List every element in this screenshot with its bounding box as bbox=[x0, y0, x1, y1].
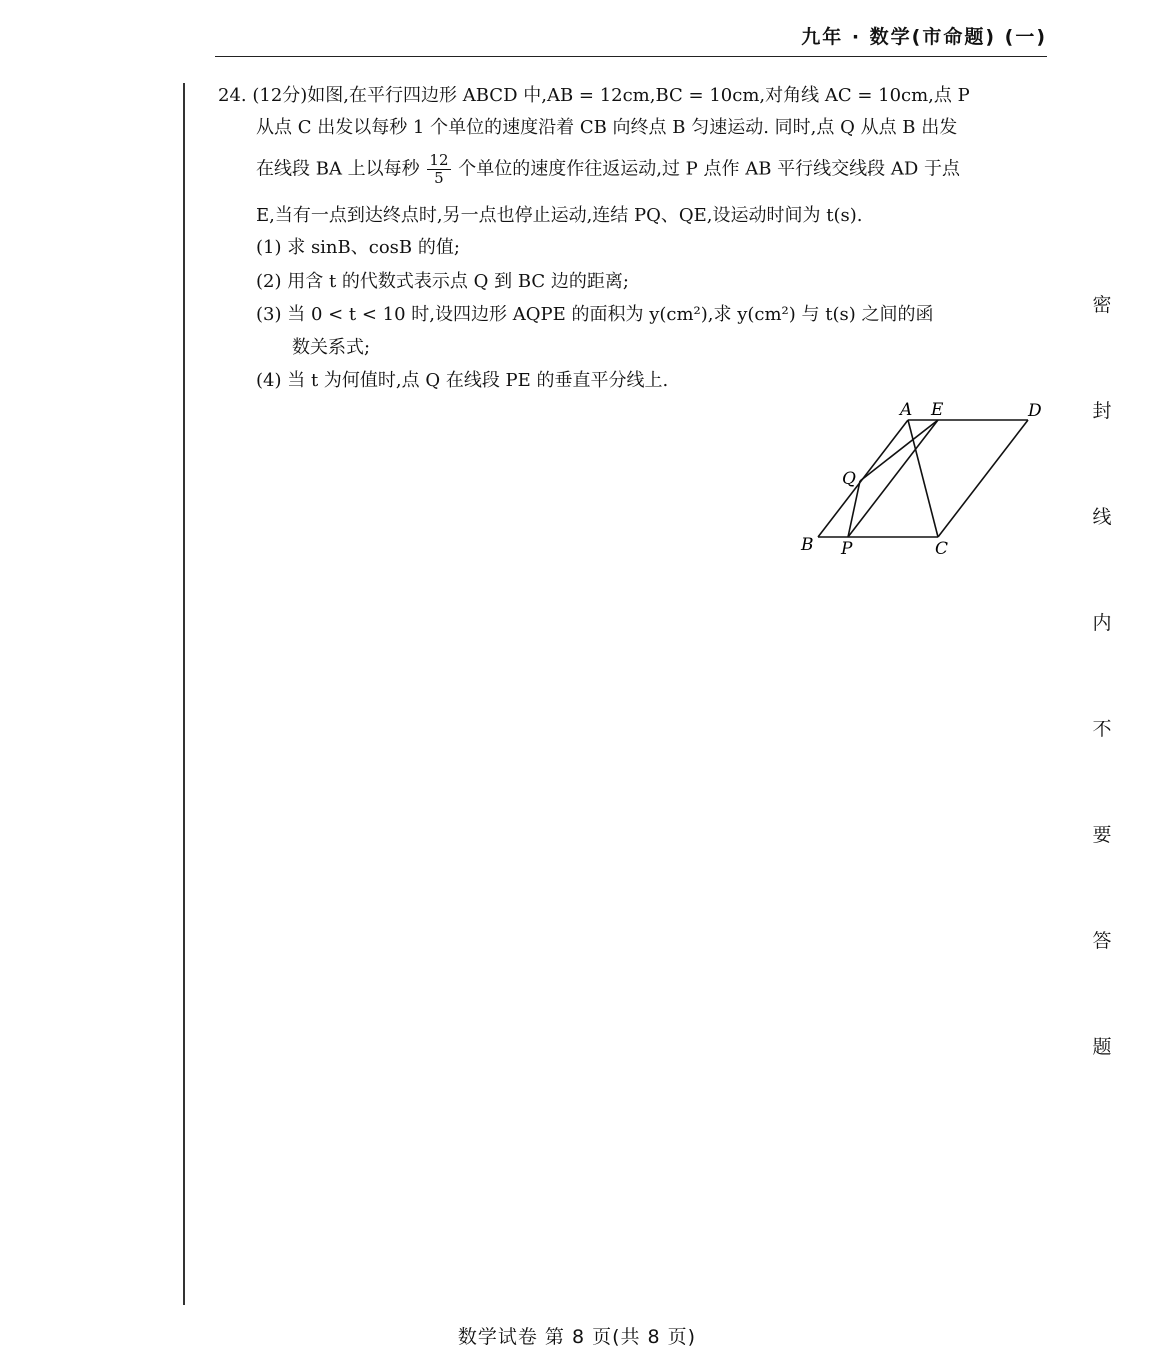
side-char: 内 bbox=[1092, 612, 1112, 634]
side-char: 要 bbox=[1092, 824, 1112, 846]
side-char: 线 bbox=[1092, 506, 1112, 528]
speed-fraction bbox=[427, 152, 450, 187]
side-dc bbox=[938, 420, 1028, 537]
page-header bbox=[215, 20, 1047, 57]
sub-question-1: (1) 求 sinB、cosB 的值; bbox=[256, 237, 460, 258]
side-char: 题 bbox=[1092, 1036, 1112, 1058]
segment-pe bbox=[848, 420, 938, 537]
label-q: Q bbox=[842, 469, 856, 489]
sub-question-2: (2) 用含 t 的代数式表示点 Q 到 BC 边的距离; bbox=[256, 271, 629, 292]
fraction-denominator: 5 bbox=[434, 169, 444, 187]
question-line-1: 24. (12分)如图,在平行四边形 ABCD 中,AB = 12cm,BC = 10cm,对角线 AC = 10cm,点 P bbox=[218, 85, 970, 106]
geometry-diagram bbox=[790, 395, 1052, 565]
fraction-numerator: 12 bbox=[429, 151, 449, 169]
side-char: 不 bbox=[1092, 718, 1112, 740]
question-line-3 bbox=[256, 152, 960, 187]
sub-question-3: (3) 当 0 < t < 10 时,设四边形 AQPE 的面积为 y(cm²),求 y(cm²) 与 t(s) 之间的函 bbox=[256, 304, 934, 325]
header-title: 九年 · 数学(市命题) (一) bbox=[801, 26, 1047, 48]
label-a: A bbox=[900, 400, 913, 420]
sub-question-3-cont: 数关系式; bbox=[292, 337, 371, 358]
label-c: C bbox=[935, 539, 949, 559]
parallelogram-figure bbox=[790, 395, 1052, 565]
page-footer: 数学试卷 第 8 页(共 8 页) bbox=[457, 1326, 697, 1348]
side-char: 密 bbox=[1092, 294, 1112, 316]
label-b: B bbox=[801, 535, 814, 555]
label-e: E bbox=[931, 400, 944, 420]
line3-after: 个单位的速度作往返运动,过 P 点作 AB 平行线交线段 AD 于点 bbox=[458, 158, 961, 180]
question-line-4: E,当有一点到达终点时,另一点也停止运动,连结 PQ、QE,设运动时间为 t(s). bbox=[256, 205, 863, 226]
side-char: 封 bbox=[1092, 400, 1112, 422]
label-p: P bbox=[841, 539, 853, 559]
binding-margin-line bbox=[183, 83, 185, 1305]
side-char: 答 bbox=[1092, 930, 1112, 952]
label-d: D bbox=[1028, 401, 1042, 421]
line3-before: 在线段 BA 上以每秒 bbox=[256, 158, 420, 180]
diagonal-ac bbox=[908, 420, 938, 537]
question-line-2: 从点 C 出发以每秒 1 个单位的速度沿着 CB 向终点 B 匀速运动. 同时,点 Q 从点 B 出发 bbox=[256, 117, 958, 138]
sub-question-4: (4) 当 t 为何值时,点 Q 在线段 PE 的垂直平分线上. bbox=[256, 370, 669, 391]
